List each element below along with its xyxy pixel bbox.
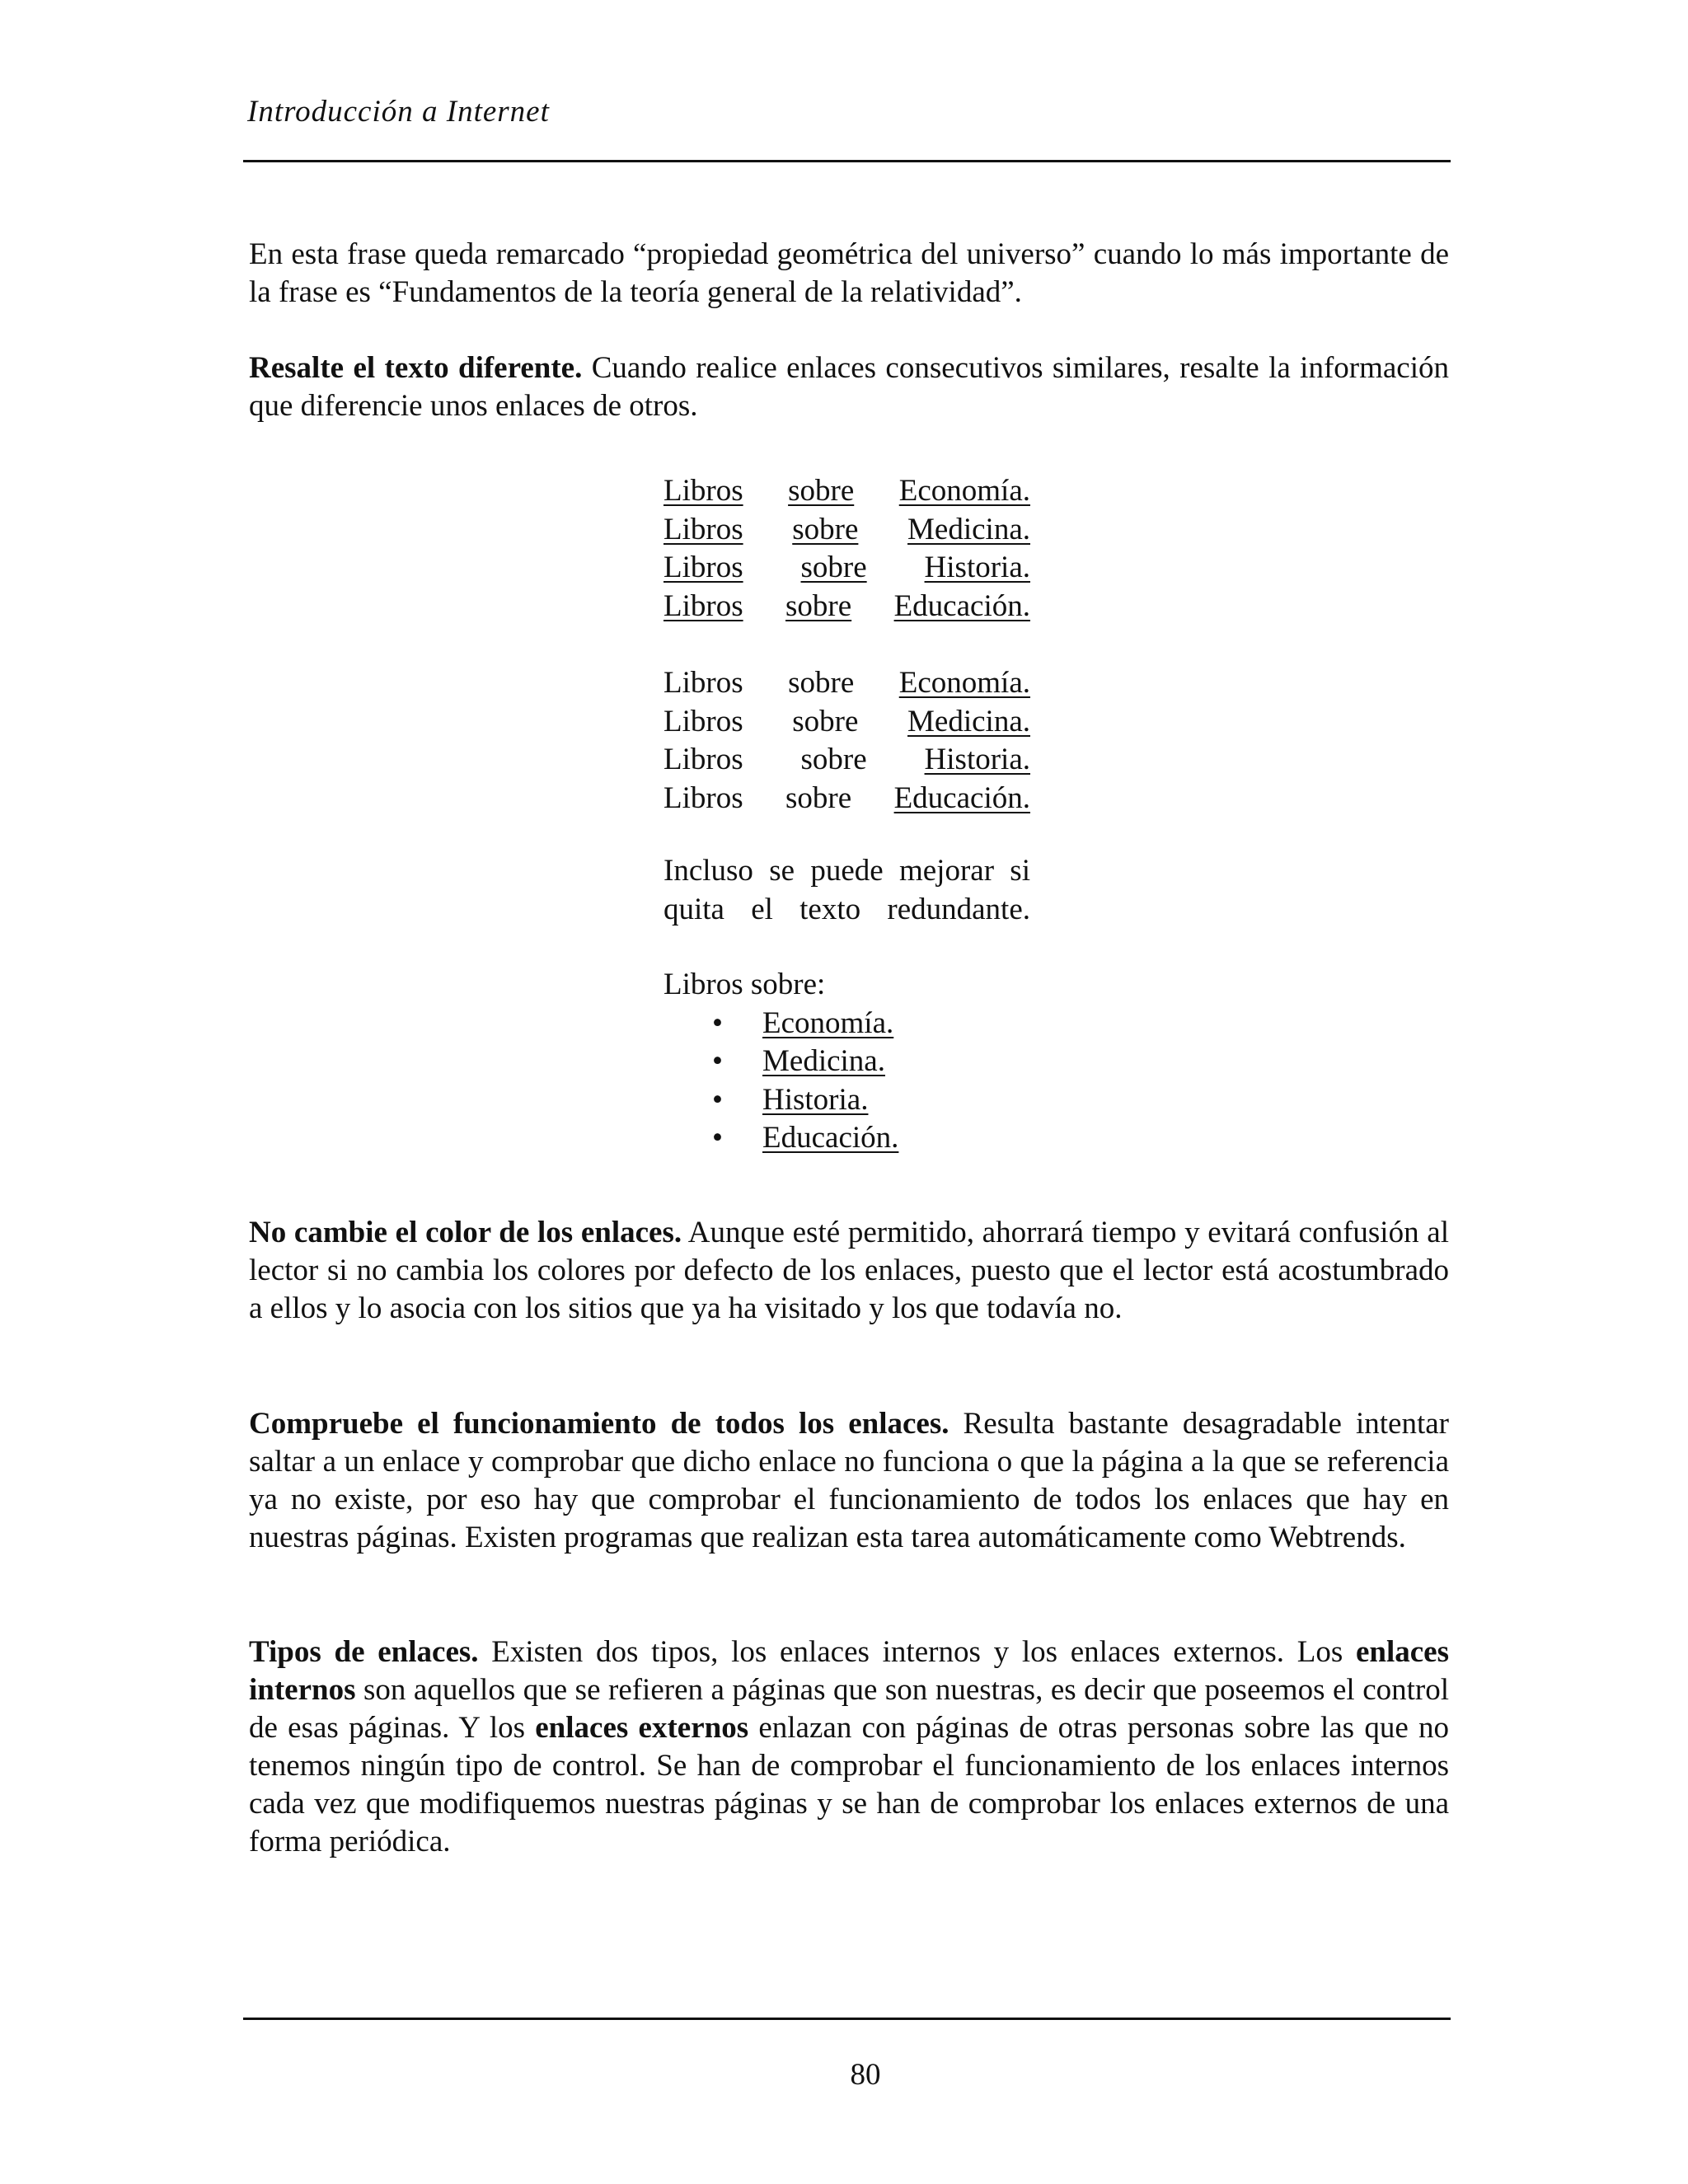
bullet-icon: • — [712, 1082, 723, 1117]
running-header: Introducción a Internet — [247, 95, 550, 129]
list-item — [663, 1005, 1158, 1043]
paragraph-resalte — [249, 349, 1449, 425]
bullet-icon: • — [712, 1005, 723, 1040]
note-line: quita el texto redundante. — [663, 892, 1030, 926]
link[interactable]: Economía. — [898, 666, 1030, 700]
link-line[interactable]: Libros sobre Historia. — [663, 551, 1030, 584]
list-item — [663, 1119, 1158, 1158]
list-item — [663, 1043, 1158, 1081]
link-line[interactable]: Libros sobre Educación. — [663, 588, 1030, 623]
paragraph-check-links — [249, 1405, 1449, 1557]
link[interactable]: Educación. — [762, 1121, 899, 1155]
link-line: Libros sobre Economía. — [663, 664, 1030, 703]
bullet-icon: • — [712, 1121, 723, 1155]
link[interactable]: Educación. — [893, 780, 1030, 815]
link[interactable]: Economía. — [762, 1005, 894, 1040]
paragraph-heading: No cambie el color de los enlaces. — [249, 1216, 682, 1249]
paragraph-color — [249, 1214, 1449, 1328]
note-line: Incluso se puede mejorar si — [663, 854, 1030, 888]
paragraph-link-types: Tipos de enlaces. Existen dos tipos, los enlaces internos y los enlaces externos. Los enlaces internos son aquellos que se refieren a páginas que son nuestras, es decir que poseemos el control de esas páginas. Y los enlaces externos enlazan con páginas de otras personas sobre las que no tenemos ningún tipo de control. Se han de comprobar el funcionamiento de los enlaces internos cada vez que modifiquemos nuestras páginas y se han de comprobar los enlaces externos de una forma periódica. — [249, 1635, 1449, 1858]
paragraph-text: Cuando realice enlaces consecutivos similares, resalte la información que diferencie unos enlaces de otros. — [249, 351, 1449, 423]
link-line[interactable]: Libros sobre Economía. — [663, 474, 1030, 508]
page-number: 80 — [850, 2058, 881, 2092]
link-line: Libros sobre Historia. — [663, 741, 1030, 780]
link-line: Libros sobre Medicina. — [663, 703, 1030, 742]
link-list — [663, 1005, 1158, 1158]
paragraph-intro: En esta frase queda remarcado “propiedad geométrica del universo” cuando lo más importante de la frase es “Fundamentos de la teoría general de la relatividad”. — [249, 237, 1449, 309]
improvement-note — [663, 852, 1030, 929]
term-external-links: enlaces externos — [535, 1711, 749, 1745]
term-internal-links: enlaces internos — [249, 1635, 1449, 1707]
header-rule — [243, 160, 1451, 162]
paragraph-text: Resulta bastante desagradable intentar saltar a un enlace y comprobar que dicho enlace no funciona o que la página a la que se referencia ya no existe, por eso hay que comprobar el funcionamiento de todos los enlaces que hay en nuestras páginas. Existen programas que realizan esta tarea automáticamente como Webtrends. — [249, 1407, 1449, 1554]
list-heading: Libros sobre: — [663, 968, 826, 1001]
paragraph-heading: Compruebe el funcionamiento de todos los enlaces. — [249, 1407, 950, 1441]
link-line[interactable]: Libros sobre Medicina. — [663, 512, 1030, 546]
paragraph-text: Aunque esté permitido, ahorrará tiempo y evitará confusión al lector si no cambia los colores por defecto de los enlaces, puesto que el lector está acostumbrado a ellos y lo asocia con los sitios que ya ha visitado y los que todavía no. — [249, 1216, 1449, 1325]
example-highlighted-difference-links — [663, 664, 1030, 818]
bullet-icon: • — [712, 1044, 723, 1078]
list-item — [663, 1081, 1158, 1120]
link[interactable]: Historia. — [924, 743, 1030, 776]
link[interactable]: Medicina. — [762, 1044, 885, 1078]
link[interactable]: Medicina. — [907, 704, 1030, 738]
paragraph-heading: Tipos de enlaces. — [249, 1635, 479, 1669]
example-fully-underlined-links — [663, 472, 1030, 626]
paragraph-heading: Resalte el texto diferente. — [249, 351, 583, 385]
link[interactable]: Historia. — [762, 1082, 869, 1117]
link-line: Libros sobre Educación. — [663, 780, 1030, 818]
footer-rule — [243, 2018, 1451, 2020]
example-bulleted-links — [663, 966, 1158, 1158]
